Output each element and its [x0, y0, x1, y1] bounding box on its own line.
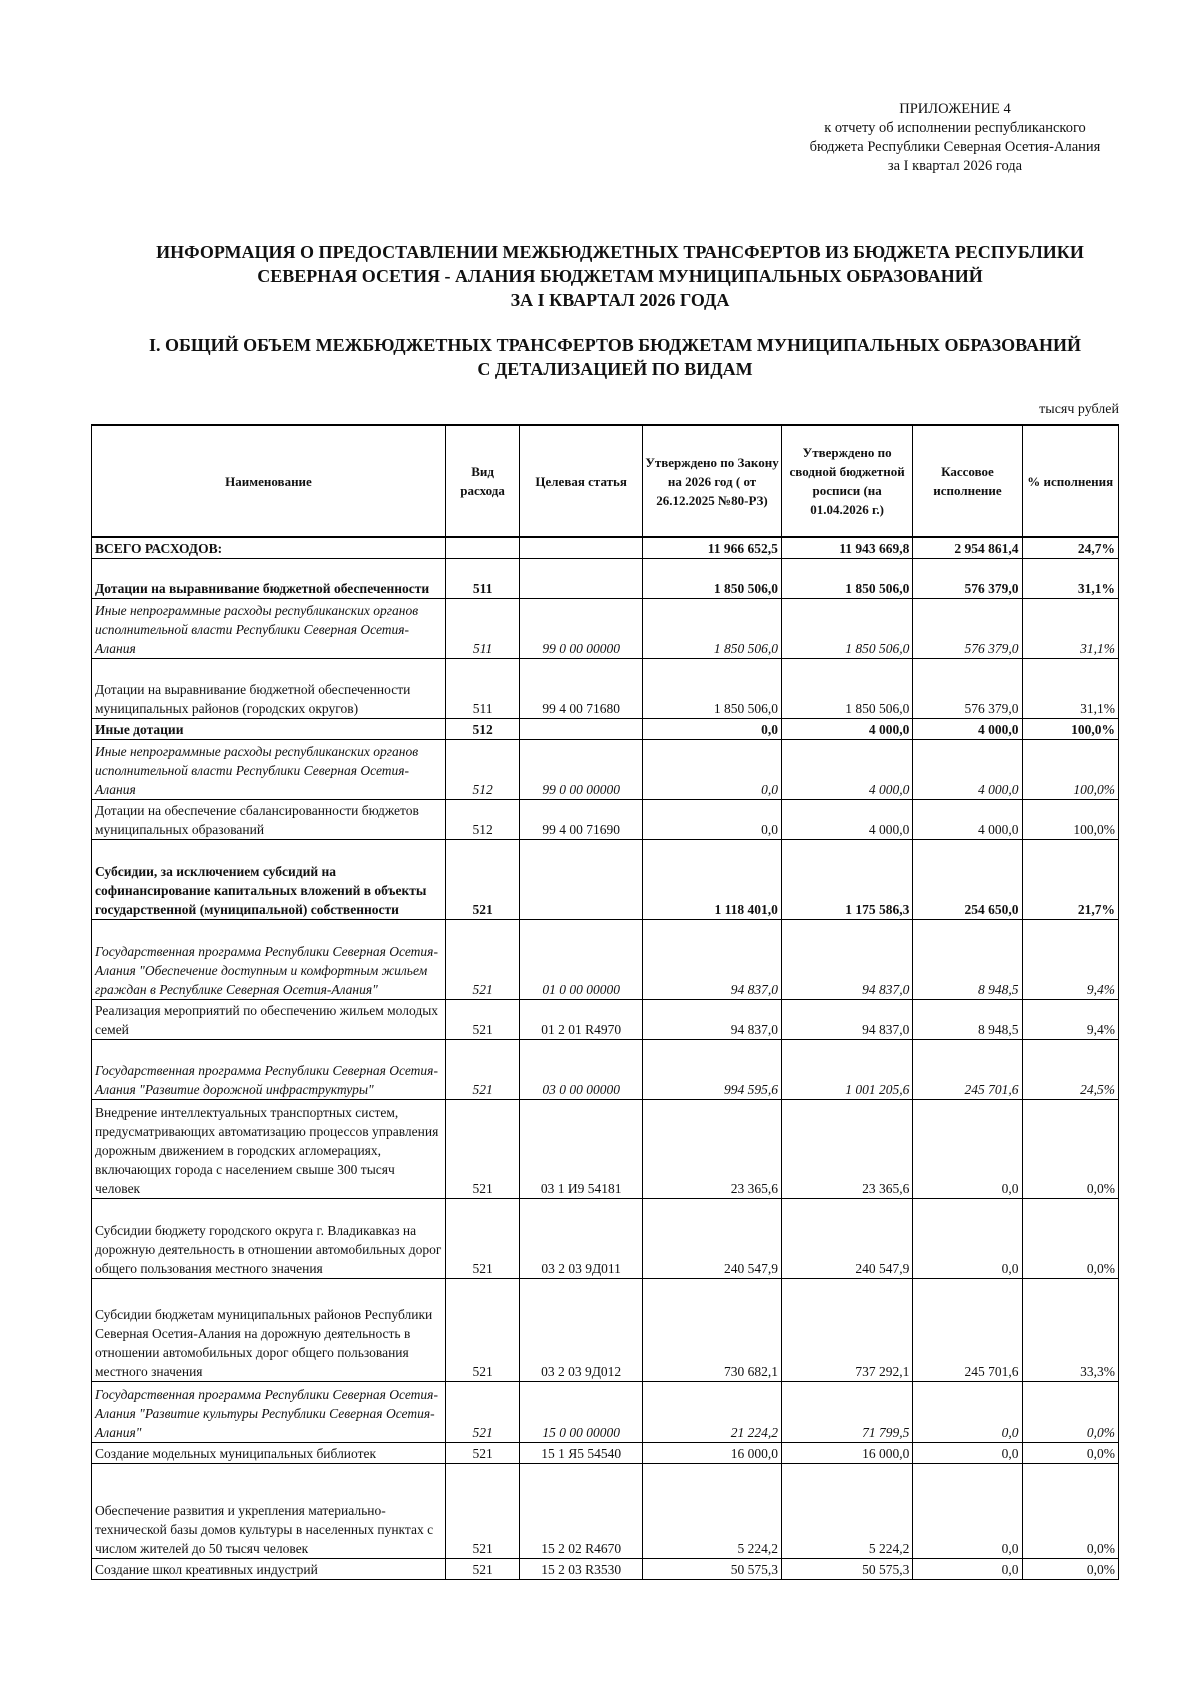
- table-row: [92, 1381, 1119, 1442]
- cell-pct: 0,0%: [1022, 1558, 1118, 1579]
- cell-law: 1 850 506,0: [643, 558, 782, 598]
- table-row: [92, 1039, 1119, 1099]
- header-type: Вид расхода: [445, 425, 519, 537]
- table-row: [92, 718, 1119, 739]
- cell-name: Обеспечение развития и укрепления материально-технической базы домов культуры в населенных пунктах с числом жителей до 50 тысяч человек: [92, 1463, 446, 1558]
- table-row: [92, 839, 1119, 919]
- units-label: тысяч рублей: [1039, 402, 1119, 417]
- cell-pct: 33,3%: [1022, 1278, 1118, 1381]
- cell-pct: 9,4%: [1022, 999, 1118, 1039]
- cell-pct: 100,0%: [1022, 799, 1118, 839]
- cell-type: 521: [445, 1381, 519, 1442]
- header-approved-list: Утверждено по сводной бюджетной росписи (на 01.04.2026 г.): [781, 425, 912, 537]
- cell-law: 1 850 506,0: [643, 658, 782, 718]
- cell-article: 15 0 00 00000: [520, 1381, 643, 1442]
- cell-name: Иные дотации: [92, 718, 446, 739]
- cell-type: 521: [445, 1558, 519, 1579]
- cell-list: 1 001 205,6: [781, 1039, 912, 1099]
- cell-cash: 0,0: [913, 1381, 1022, 1442]
- cell-law: 0,0: [643, 718, 782, 739]
- header-approved-law: Утверждено по Закону на 2026 год ( от 26.12.2025 №80-РЗ): [643, 425, 782, 537]
- table-row: [92, 799, 1119, 839]
- cell-cash: 4 000,0: [913, 799, 1022, 839]
- cell-pct: 9,4%: [1022, 919, 1118, 999]
- cell-name: Иные непрограммные расходы республиканских органов исполнительной власти Республики Северная Осетия-Алания: [92, 598, 446, 658]
- cell-list: 737 292,1: [781, 1278, 912, 1381]
- cell-article: 03 2 03 9Д012: [520, 1278, 643, 1381]
- cell-list: 240 547,9: [781, 1198, 912, 1278]
- cell-name: Субсидии, за исключением субсидий на софинансирование капитальных вложений в объекты государственной (муниципальной) собственности: [92, 839, 446, 919]
- cell-type: 511: [445, 598, 519, 658]
- transfers-table: [91, 424, 1119, 1580]
- cell-type: 512: [445, 739, 519, 799]
- table-header-row: [92, 425, 1119, 537]
- cell-list: 94 837,0: [781, 999, 912, 1039]
- cell-cash: 8 948,5: [913, 999, 1022, 1039]
- cell-type: 521: [445, 1039, 519, 1099]
- cell-list: 4 000,0: [781, 718, 912, 739]
- cell-cash: 4 000,0: [913, 739, 1022, 799]
- cell-type: 512: [445, 718, 519, 739]
- cell-law: 23 365,6: [643, 1099, 782, 1198]
- cell-law: 730 682,1: [643, 1278, 782, 1381]
- cell-type: [445, 537, 519, 558]
- cell-law: 21 224,2: [643, 1381, 782, 1442]
- cell-law: 994 595,6: [643, 1039, 782, 1099]
- cell-pct: 0,0%: [1022, 1381, 1118, 1442]
- annex-header: [790, 100, 1120, 176]
- cell-article: 99 4 00 71690: [520, 799, 643, 839]
- title-line-3: ЗА I КВАРТАЛ 2026 ГОДА: [510, 290, 730, 310]
- cell-type: 511: [445, 658, 519, 718]
- cell-pct: 24,7%: [1022, 537, 1118, 558]
- cell-law: 0,0: [643, 799, 782, 839]
- cell-pct: 0,0%: [1022, 1442, 1118, 1463]
- cell-cash: 0,0: [913, 1463, 1022, 1558]
- cell-name: Внедрение интеллектуальных транспортных систем, предусматривающих автоматизацию процессов управления дорожным движением в городских агломерациях, включающих города с населением свыше 300 тысяч человек: [92, 1099, 446, 1198]
- title-line-1: ИНФОРМАЦИЯ О ПРЕДОСТАВЛЕНИИ МЕЖБЮДЖЕТНЫХ ТРАНСФЕРТОВ ИЗ БЮДЖЕТА РЕСПУБЛИКИ: [156, 242, 1084, 262]
- table-row: [92, 1558, 1119, 1579]
- annex-line-2: к отчету об исполнении республиканского: [824, 120, 1086, 136]
- annex-line-3: бюджета Республики Северная Осетия-Алания: [809, 139, 1101, 155]
- cell-law: 0,0: [643, 739, 782, 799]
- cell-name: Дотации на выравнивание бюджетной обеспеченности муниципальных районов (городских округов): [92, 658, 446, 718]
- cell-type: 521: [445, 919, 519, 999]
- table-row: [92, 1099, 1119, 1198]
- cell-article: 03 2 03 9Д011: [520, 1198, 643, 1278]
- cell-type: 521: [445, 1099, 519, 1198]
- cell-type: 521: [445, 839, 519, 919]
- document-title: [100, 240, 1140, 312]
- annex-line-1: ПРИЛОЖЕНИЕ 4: [899, 101, 1011, 117]
- cell-pct: 24,5%: [1022, 1039, 1118, 1099]
- cell-list: 1 850 506,0: [781, 658, 912, 718]
- cell-list: 1 850 506,0: [781, 598, 912, 658]
- cell-article: 15 2 03 R3530: [520, 1558, 643, 1579]
- cell-type: 521: [445, 1278, 519, 1381]
- cell-list: 71 799,5: [781, 1381, 912, 1442]
- table-row: [92, 1198, 1119, 1278]
- cell-type: 521: [445, 1198, 519, 1278]
- table-row: [92, 558, 1119, 598]
- header-name: Наименование: [92, 425, 446, 537]
- cell-law: 5 224,2: [643, 1463, 782, 1558]
- annex-line-4: за I квартал 2026 года: [887, 158, 1023, 174]
- cell-cash: 576 379,0: [913, 658, 1022, 718]
- cell-pct: 0,0%: [1022, 1099, 1118, 1198]
- cell-type: 521: [445, 1442, 519, 1463]
- cell-pct: 100,0%: [1022, 718, 1118, 739]
- cell-article: [520, 558, 643, 598]
- cell-name: Государственная программа Республики Северная Осетия-Алания "Развитие культуры Республики Северная Осетия-Алания": [92, 1381, 446, 1442]
- header-cash: Кассовое исполнение: [913, 425, 1022, 537]
- cell-article: 99 4 00 71680: [520, 658, 643, 718]
- cell-type: 521: [445, 999, 519, 1039]
- cell-cash: 0,0: [913, 1558, 1022, 1579]
- cell-list: 50 575,3: [781, 1558, 912, 1579]
- table-row: [92, 1442, 1119, 1463]
- table-row: [92, 999, 1119, 1039]
- cell-pct: 0,0%: [1022, 1198, 1118, 1278]
- cell-type: 512: [445, 799, 519, 839]
- cell-list: 23 365,6: [781, 1099, 912, 1198]
- cell-law: 1 850 506,0: [643, 598, 782, 658]
- cell-list: 11 943 669,8: [781, 537, 912, 558]
- cell-pct: 31,1%: [1022, 658, 1118, 718]
- table-row: [92, 919, 1119, 999]
- section-line-1: I. ОБЩИЙ ОБЪЕМ МЕЖБЮДЖЕТНЫХ ТРАНСФЕРТОВ БЮДЖЕТАМ МУНИЦИПАЛЬНЫХ ОБРАЗОВАНИЙ: [148, 335, 1082, 355]
- cell-name: Дотации на обеспечение сбалансированности бюджетов муниципальных образований: [92, 799, 446, 839]
- cell-cash: 8 948,5: [913, 919, 1022, 999]
- cell-name: Дотации на выравнивание бюджетной обеспеченности: [92, 558, 446, 598]
- cell-name: Иные непрограммные расходы республиканских органов исполнительной власти Республики Северная Осетия-Алания: [92, 739, 446, 799]
- cell-cash: 4 000,0: [913, 718, 1022, 739]
- cell-cash: 0,0: [913, 1442, 1022, 1463]
- section-title: [90, 333, 1140, 381]
- table-row: [92, 1463, 1119, 1558]
- cell-law: 94 837,0: [643, 919, 782, 999]
- cell-law: 1 118 401,0: [643, 839, 782, 919]
- cell-list: 4 000,0: [781, 739, 912, 799]
- cell-article: 15 1 Я5 54540: [520, 1442, 643, 1463]
- cell-list: 4 000,0: [781, 799, 912, 839]
- cell-law: 50 575,3: [643, 1558, 782, 1579]
- cell-type: 521: [445, 1463, 519, 1558]
- cell-type: 511: [445, 558, 519, 598]
- cell-list: 1 850 506,0: [781, 558, 912, 598]
- cell-pct: 31,1%: [1022, 558, 1118, 598]
- cell-cash: 245 701,6: [913, 1278, 1022, 1381]
- section-line-2: С ДЕТАЛИЗАЦИЕЙ ПО ВИДАМ: [477, 359, 753, 379]
- table-row: [92, 537, 1119, 558]
- cell-article: 01 2 01 R4970: [520, 999, 643, 1039]
- cell-list: 94 837,0: [781, 919, 912, 999]
- cell-cash: 0,0: [913, 1099, 1022, 1198]
- cell-article: [520, 718, 643, 739]
- cell-pct: 0,0%: [1022, 1463, 1118, 1558]
- cell-cash: 0,0: [913, 1198, 1022, 1278]
- cell-cash: 2 954 861,4: [913, 537, 1022, 558]
- cell-name: Реализация мероприятий по обеспечению жильем молодых семей: [92, 999, 446, 1039]
- cell-name: Создание школ креативных индустрий: [92, 1558, 446, 1579]
- cell-pct: 31,1%: [1022, 598, 1118, 658]
- header-article: Целевая статья: [520, 425, 643, 537]
- cell-cash: 254 650,0: [913, 839, 1022, 919]
- cell-name: Субсидии бюджету городского округа г. Владикавказ на дорожную деятельность в отношении автомобильных дорог общего пользования местного значения: [92, 1198, 446, 1278]
- cell-name: Государственная программа Республики Северная Осетия-Алания "Развитие дорожной инфраструктуры": [92, 1039, 446, 1099]
- table-row: [92, 658, 1119, 718]
- title-line-2: СЕВЕРНАЯ ОСЕТИЯ - АЛАНИЯ БЮДЖЕТАМ МУНИЦИПАЛЬНЫХ ОБРАЗОВАНИЙ: [257, 266, 983, 286]
- cell-pct: 21,7%: [1022, 839, 1118, 919]
- cell-cash: 576 379,0: [913, 598, 1022, 658]
- cell-article: [520, 839, 643, 919]
- cell-name: Создание модельных муниципальных библиотек: [92, 1442, 446, 1463]
- cell-list: 5 224,2: [781, 1463, 912, 1558]
- cell-article: 99 0 00 00000: [520, 598, 643, 658]
- cell-article: 01 0 00 00000: [520, 919, 643, 999]
- cell-article: 99 0 00 00000: [520, 739, 643, 799]
- cell-law: 16 000,0: [643, 1442, 782, 1463]
- cell-article: 03 0 00 00000: [520, 1039, 643, 1099]
- table-row: [92, 1278, 1119, 1381]
- cell-law: 240 547,9: [643, 1198, 782, 1278]
- header-percent: % исполнения: [1022, 425, 1118, 537]
- cell-article: 15 2 02 R4670: [520, 1463, 643, 1558]
- cell-cash: 245 701,6: [913, 1039, 1022, 1099]
- cell-cash: 576 379,0: [913, 558, 1022, 598]
- cell-name: Субсидии бюджетам муниципальных районов Республики Северная Осетия-Алания на дорожную деятельность в отношении автомобильных дорог общего пользования местного значения: [92, 1278, 446, 1381]
- cell-law: 11 966 652,5: [643, 537, 782, 558]
- cell-list: 16 000,0: [781, 1442, 912, 1463]
- table-row: [92, 598, 1119, 658]
- cell-pct: 100,0%: [1022, 739, 1118, 799]
- cell-list: 1 175 586,3: [781, 839, 912, 919]
- cell-article: [520, 537, 643, 558]
- cell-law: 94 837,0: [643, 999, 782, 1039]
- cell-name: Государственная программа Республики Северная Осетия-Алания "Обеспечение доступным и комфортным жильем граждан в Республике Северная Осетия-Алания": [92, 919, 446, 999]
- cell-article: 03 1 И9 54181: [520, 1099, 643, 1198]
- cell-name: ВСЕГО РАСХОДОВ:: [92, 537, 446, 558]
- table-row: [92, 739, 1119, 799]
